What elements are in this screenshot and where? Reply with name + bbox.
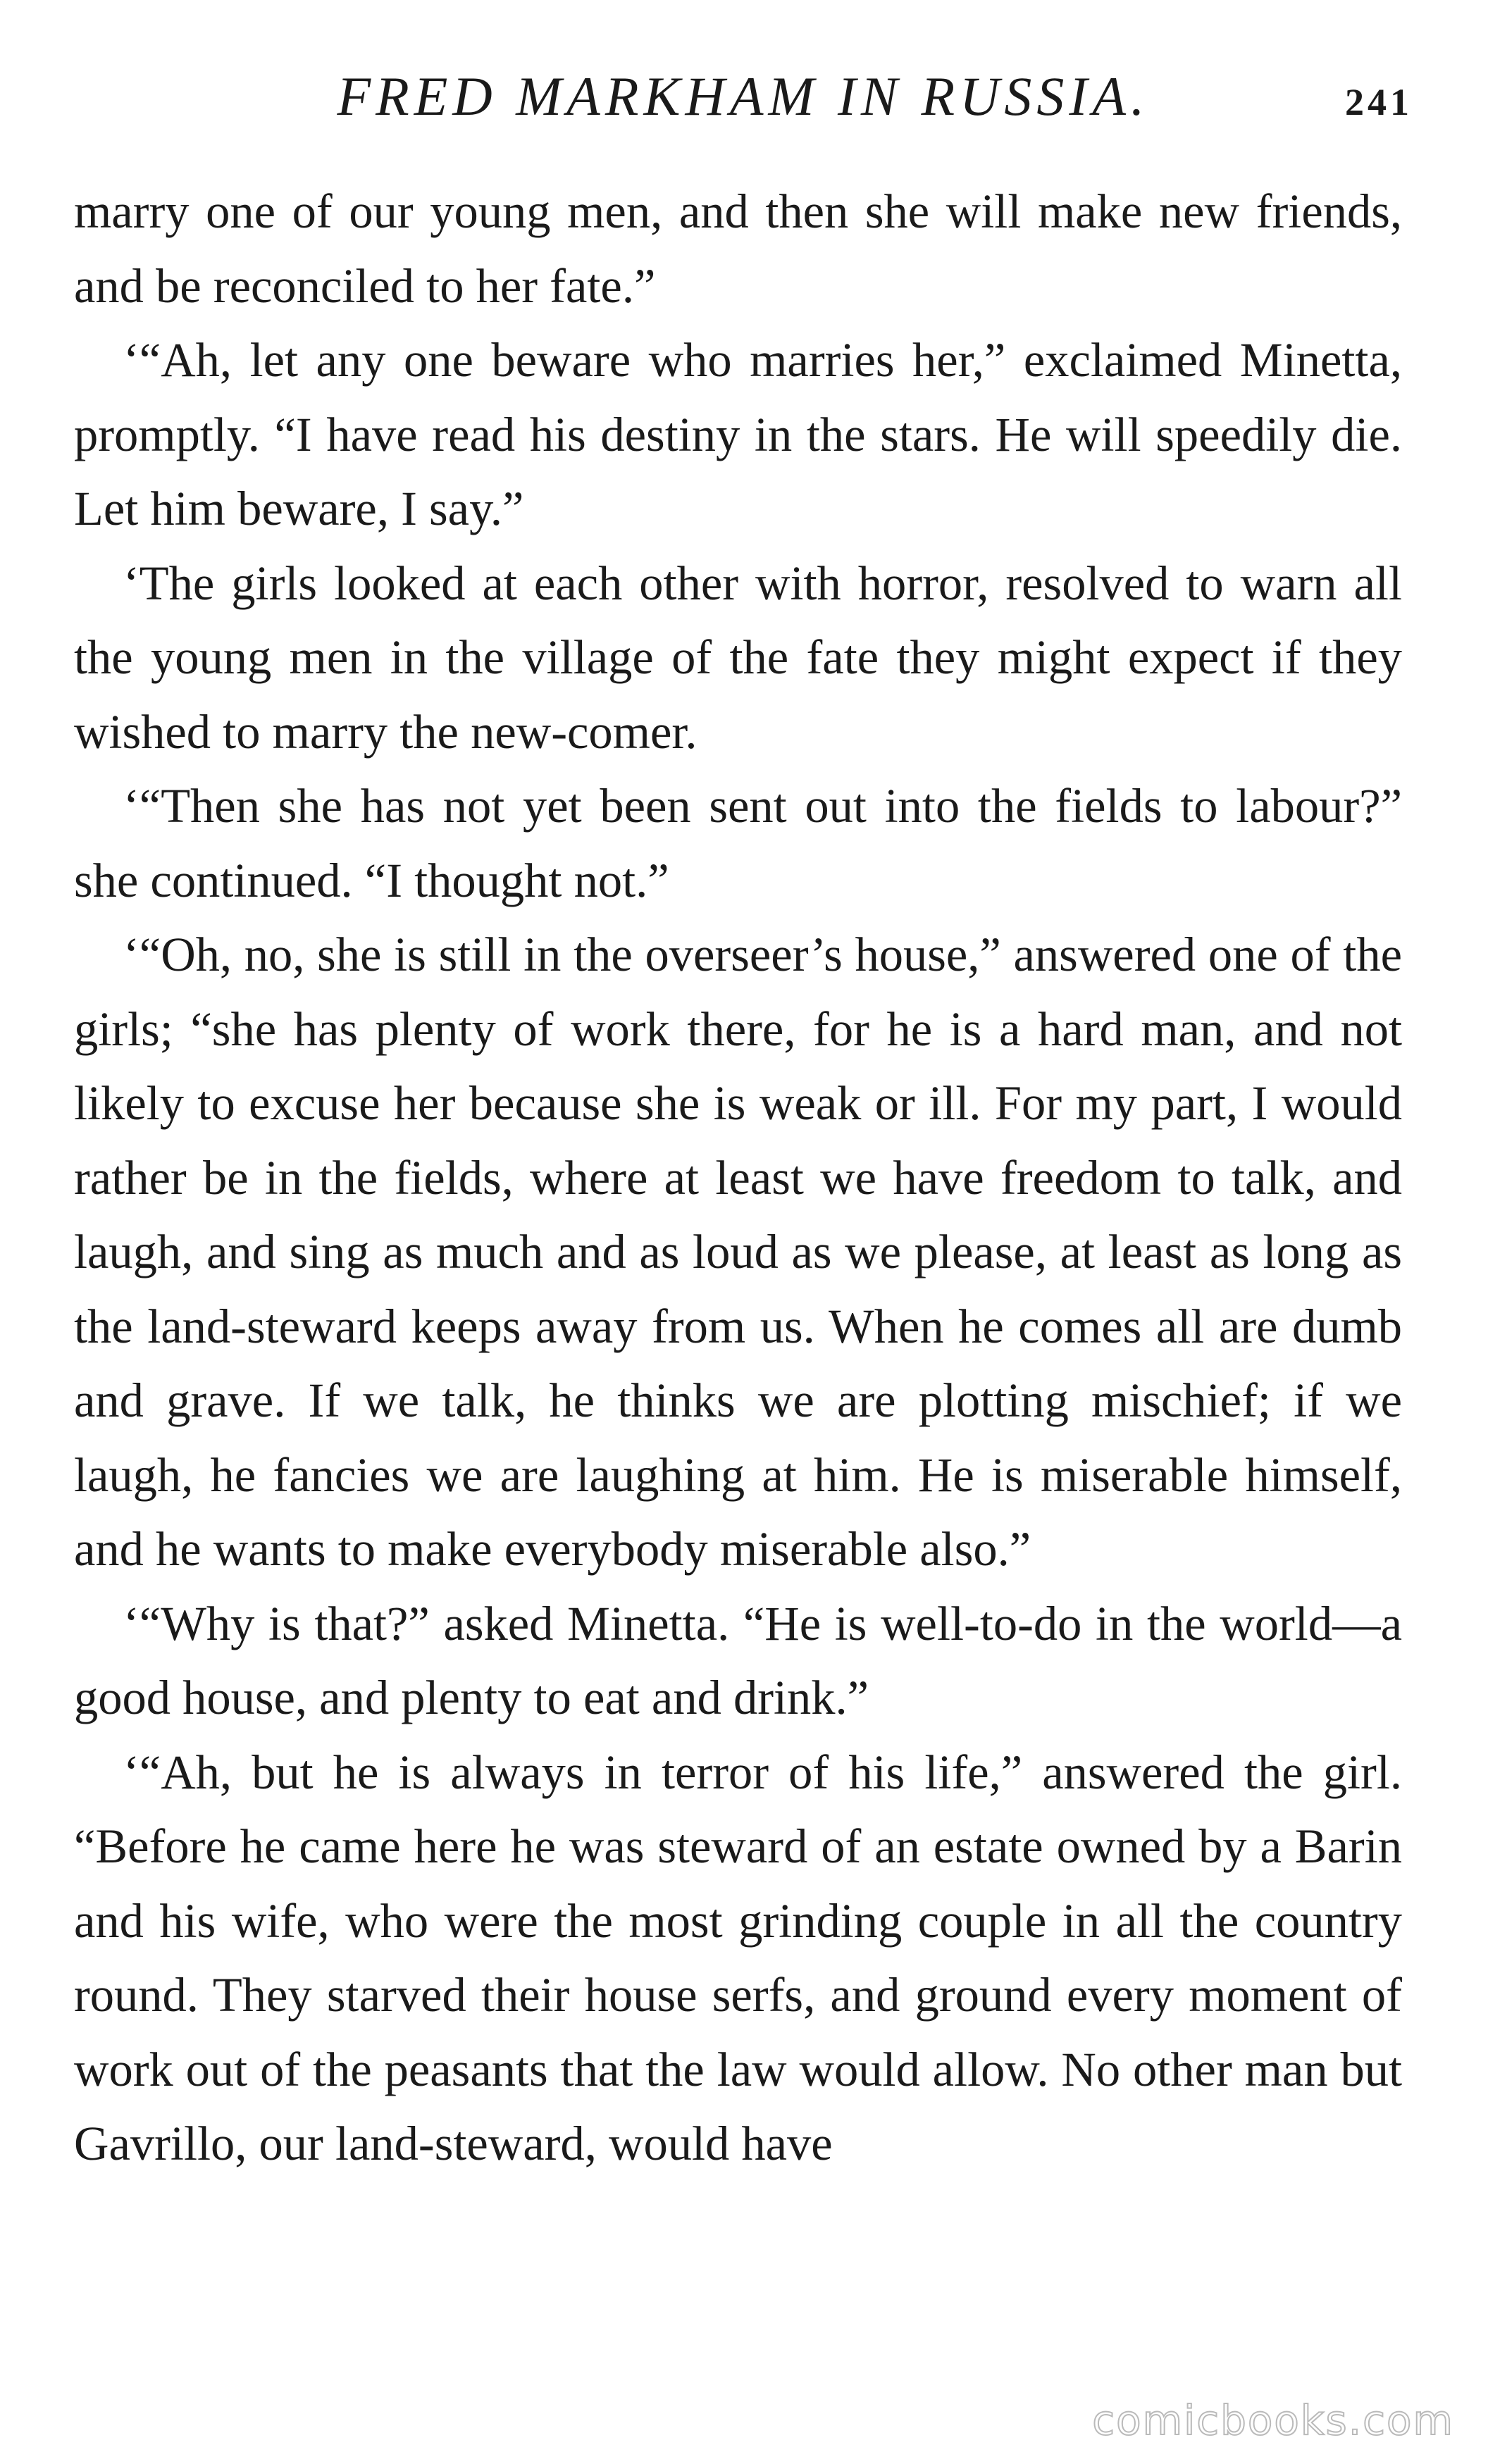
running-title: FRED MARKHAM IN RUSSIA. [337,66,1150,127]
paragraph: ‘“Oh, no, she is still in the overseer’s house,” answered one of the girls; “she has plenty of work there, for he is a hard man, and not likely to excuse her because she is weak or ill. For my part, I would rather be in the fields, where at least we have freedom to talk, and laugh, and sing as much and as loud as we please, at least as long as the land-steward keeps away from us. When he comes all are dumb and grave. If we talk, he thinks we are plotting mischief; if we laugh, he fancies we are laughing at him. He is miserable himself, and he wants to make everybody miserable also.” [74,928,1402,1576]
paragraph: ‘“Ah, but he is always in terror of his life,” answered the girl. “Before he came here he was steward of an estate owned by a Barin and his wife, who were the most grinding couple in all the country round. They starved their house serfs, and ground every moment of work out of the peasants that the law would allow. No other man but Gavrillo, our land-steward, would have [74,1745,1402,2170]
paragraph: ‘The girls looked at each other with horror, resolved to warn all the young men in the village of the fate they might expect if they wished to marry the new-comer. [74,556,1402,759]
page-number: 241 [1345,81,1413,123]
paragraph: ‘“Then she has not yet been sent out into the fields to labour?” she continued. “I thought not.” [74,779,1402,907]
paragraph: ‘“Ah, let any one beware who marries her,” exclaimed Minetta, promptly. “I have read his destiny in the stars. He will speedily die. Let him beware, I say.” [74,333,1402,535]
body-text [74,175,1402,2182]
watermark: comicbooks.com [1092,2396,1454,2444]
running-head [74,65,1413,128]
paragraph: ‘“Why is that?” asked Minetta. “He is well-to-do in the world—a good house, and plenty to eat and drink.” [74,1596,1402,1724]
paragraph: marry one of our young men, and then she will make new friends, and be reconciled to her fate.” [74,185,1402,313]
